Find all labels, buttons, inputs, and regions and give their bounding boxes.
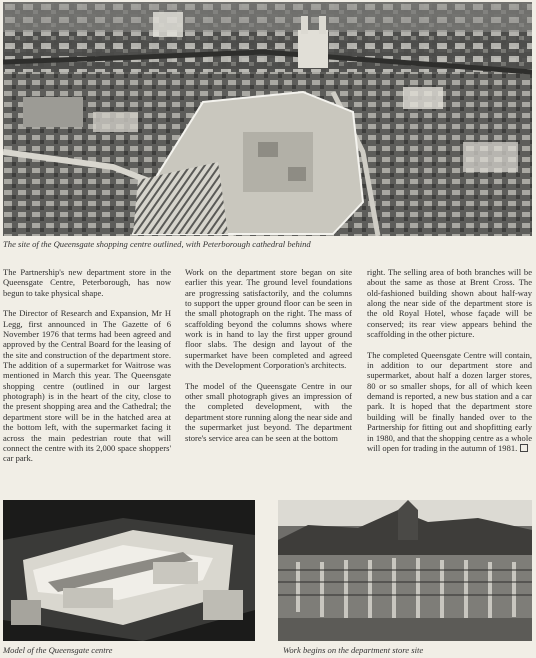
end-of-article-mark — [520, 444, 528, 452]
construction-photo-caption: Work begins on the department store site — [283, 645, 424, 655]
aerial-photo-caption: The site of the Queensgate shopping centre outlined, with Peterborough cathedral behind — [3, 239, 311, 249]
model-photo — [3, 500, 255, 641]
article-column-2 — [185, 267, 352, 453]
col3-paragraph-1: right. The selling area of both branches will be about the same as those at Brent Cross. The old-fashioned building shown about half-way along the near side of the department store is the old Royal Hotel, whose façade will be conserved; its rear view appears behind the scaffolding in the other picture. — [367, 267, 532, 340]
col2-paragraph-2: The model of the Queensgate Centre in our other small photograph gives an impression of the completed development, with the department store running along the near side and the supermarket just beyond. The department store's service area can be seen at the bottom — [185, 380, 352, 443]
col2-paragraph-1: Work on the department store began on site earlier this year. The ground level foundations are progressing satisfactorily, and the columns to support the upper ground floor can be seen in the small photograph on the right. The mass of scaffolding beyond the columns shows where work is in hand to lay the first upper ground floor slabs. The design and layout of the supermarket have been completed and agreed with the Development Corporation's architects. — [185, 267, 352, 371]
col3-paragraph-2 — [367, 350, 532, 453]
model-photo-graphic — [3, 500, 255, 641]
article-column-3 — [367, 267, 532, 464]
model-photo-caption: Model of the Queensgate centre — [3, 645, 113, 655]
col1-paragraph-2: The Director of Research and Expansion, Mr H Legg, first announced in The Gazette of 6 November 1976 that terms had been agreed and approved by the Central Board for the leasing of the site and construction of the department store. The addition of a supermarket for Waitrose was mentioned in March this year. The Queensgate shopping centre (outlined in our largest photograph) is in the heart of the city, close to the present shopping area and the Cathedral; the department store will be in the hatched area at the bottom left, with the supermarket facing it across the main pedestrian route that will connect the centre with its 2,000 space shoppers' car park. — [3, 308, 171, 464]
col1-paragraph-1: The Partnership's new department store in the Queensgate Centre, Peterborough, has now begun to take physical shape. — [3, 267, 171, 298]
construction-photo — [278, 500, 532, 641]
construction-photo-graphic — [278, 500, 532, 641]
article-column-1 — [3, 267, 171, 474]
aerial-photo — [3, 2, 532, 236]
aerial-photo-graphic — [3, 2, 532, 236]
col3-paragraph-2-text: The completed Queensgate Centre will contain, in addition to our department store and supermarket, about half a dozen larger stores, 80 or so smaller shops, for all of which keen demand is reported, a new bus station and a car park. It is hoped that the department store building will be finally handed over to the Partnership for fitting out and shopfitting early in 1980, and that the shopping centre as a whole will open for trading in the autumn of 1981. — [367, 349, 532, 453]
